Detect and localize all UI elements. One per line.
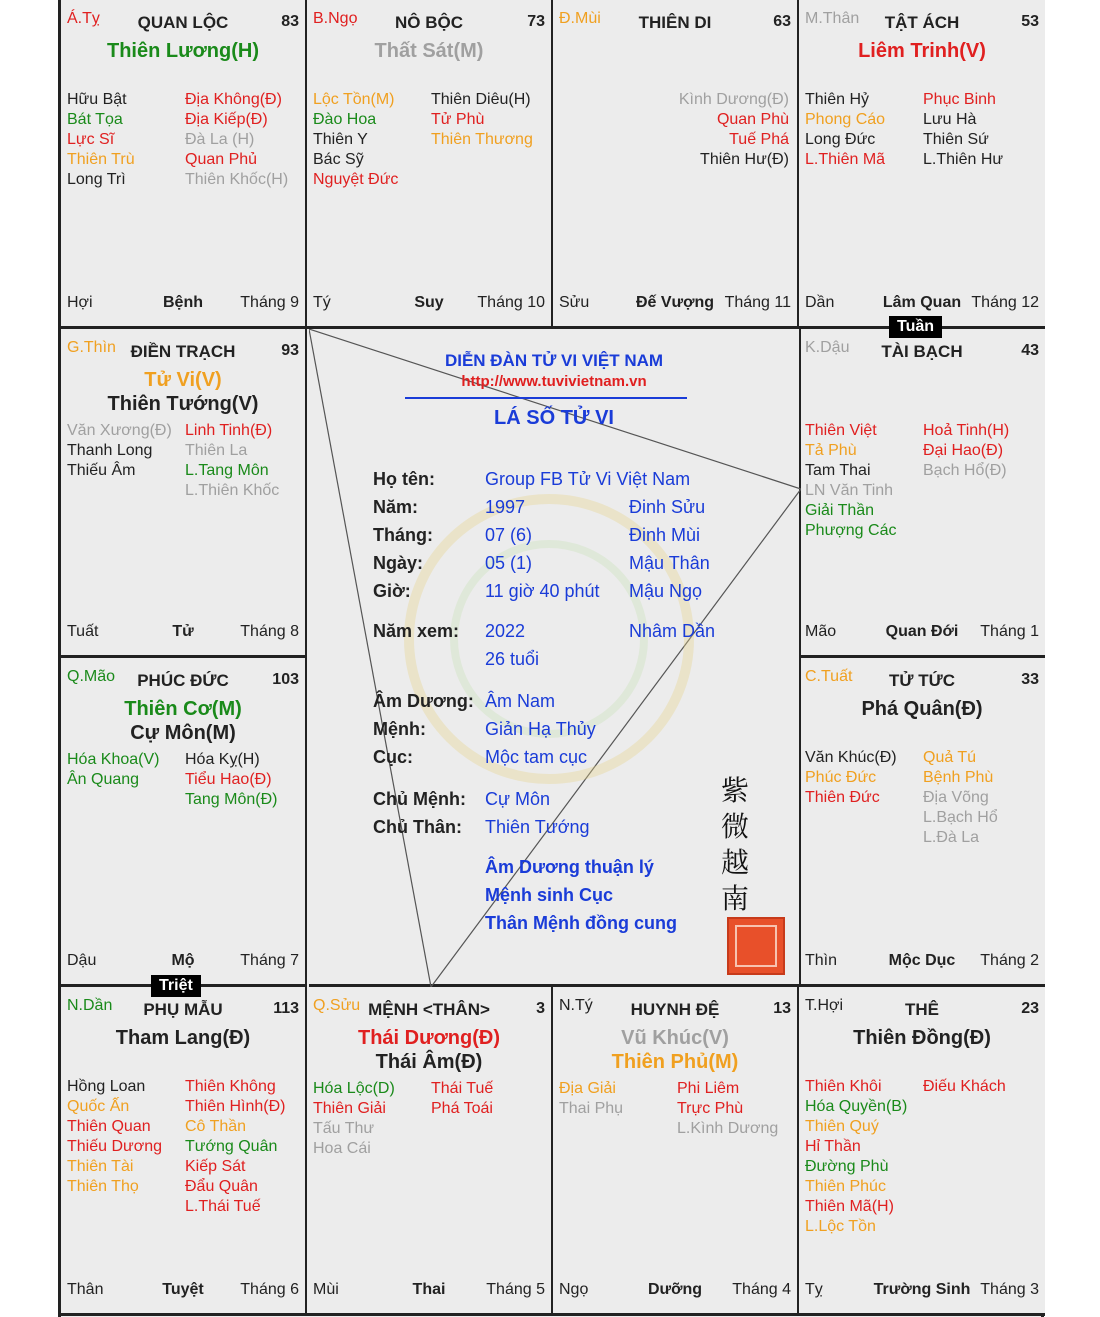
palace-footer <box>805 952 1039 972</box>
minor-star: Đại Hao(Đ) <box>923 442 1004 459</box>
view-year-value: 2022 <box>485 621 526 641</box>
palace-month: Tháng 4 <box>732 1281 791 1298</box>
palace-tuat <box>799 658 1045 987</box>
tuan-tag: Tuần <box>889 316 942 338</box>
minor-star: L.Lộc Tồn <box>805 1218 876 1235</box>
minor-star: Thiên Hỷ <box>805 91 870 108</box>
note-line: Mệnh sinh Cục <box>485 885 614 905</box>
minor-star: Trực Phù <box>677 1100 744 1117</box>
palace-header <box>67 339 299 363</box>
palace-stem: Q.Sửu <box>313 997 361 1014</box>
info-value: Giản Hạ Thủy <box>485 719 596 739</box>
info-canchi: Đinh Sửu <box>629 497 706 517</box>
palace-footer <box>805 623 1039 643</box>
info-canchi: Mậu Ngọ <box>629 581 703 601</box>
palace-stage: Trường Sinh <box>873 1281 971 1298</box>
minor-star: Tấu Thư <box>313 1120 375 1137</box>
palace-header <box>805 10 1039 34</box>
minor-star: Hữu Bật <box>67 91 127 108</box>
palace-stage: Tuyệt <box>162 1281 204 1298</box>
palace-name: PHÚC ĐỨC <box>137 671 229 690</box>
minor-star: Địa Võng <box>923 789 989 806</box>
palace-age: 43 <box>1021 342 1039 359</box>
palace-footer <box>67 294 299 314</box>
minor-stars-right <box>679 90 789 170</box>
palace-ngo <box>307 0 553 329</box>
age-value: 26 tuổi <box>485 649 540 669</box>
palace-dau <box>799 329 1045 658</box>
minor-star: Quả Tú <box>923 749 977 766</box>
major-star: Thiên Phủ(M) <box>611 1051 739 1073</box>
minor-star: Thiên Việt <box>805 422 877 439</box>
minor-stars-right <box>185 90 288 190</box>
palace-branch: Tỵ <box>805 1281 823 1298</box>
forum-url[interactable]: http://www.tuvivietnam.vn <box>461 373 647 390</box>
palace-footer <box>559 294 791 314</box>
minor-stars-left <box>67 421 172 481</box>
minor-star: Thiên Khốc(H) <box>185 171 289 188</box>
minor-star: Đường Phù <box>805 1158 889 1175</box>
palace-mui <box>553 0 799 329</box>
major-star: Thiên Cơ(M) <box>124 698 242 720</box>
palace-stem: T.Hợi <box>805 997 844 1014</box>
minor-stars-right <box>923 1077 1006 1097</box>
minor-stars-left <box>313 1079 395 1159</box>
minor-star: Thiên Tài <box>67 1158 134 1175</box>
palace-name: QUAN LỘC <box>137 13 229 32</box>
minor-star: Thai Phụ <box>559 1100 624 1117</box>
minor-star: Đẩu Quân <box>185 1178 258 1195</box>
palace-month: Tháng 7 <box>240 952 299 969</box>
minor-star: Lưu Hà <box>923 111 977 128</box>
palace-footer <box>67 623 299 643</box>
minor-star: L.Bạch Hổ <box>923 809 998 826</box>
minor-stars-right <box>923 421 1009 481</box>
minor-star: Long Đức <box>805 131 876 148</box>
minor-star: L.Thiên Hư <box>923 151 1004 168</box>
minor-star: Long Trì <box>67 171 126 188</box>
minor-star: Thiên Trù <box>67 151 135 168</box>
palace-age: 63 <box>773 13 791 30</box>
palace-month: Tháng 1 <box>980 623 1039 640</box>
palace-stem: G.Thìn <box>67 339 116 356</box>
minor-stars-right <box>923 90 1003 170</box>
palace-header <box>67 668 299 692</box>
info-label: Ngày: <box>373 553 424 573</box>
minor-star: Hóa Khoa(V) <box>67 751 160 768</box>
palace-stage: Dưỡng <box>647 1281 703 1298</box>
palace-name: TẬT ÁCH <box>884 13 960 32</box>
minor-star: Điếu Khách <box>923 1078 1006 1095</box>
palace-header <box>67 10 299 34</box>
palace-ty <box>61 0 307 329</box>
minor-star: Thiên Mã(H) <box>805 1198 894 1215</box>
chart-title: LÁ SỐ TỬ VI <box>494 407 614 429</box>
minor-star: Địa Giải <box>559 1080 616 1097</box>
palace-name: ĐIỀN TRẠCH <box>130 342 236 361</box>
minor-star: Phá Toái <box>431 1100 493 1117</box>
center-panel <box>309 329 801 987</box>
minor-stars-right <box>431 1079 493 1119</box>
palace-name: THIÊN DI <box>638 13 712 32</box>
palace-stage: Mộc Dục <box>888 952 956 969</box>
minor-star: Hóa Quyền(B) <box>805 1098 908 1115</box>
minor-stars-right <box>923 748 998 848</box>
major-star: Thái Dương(Đ) <box>357 1027 500 1049</box>
minor-star: Hồng Loan <box>67 1078 146 1095</box>
minor-star: Thiếu Âm <box>67 462 136 479</box>
palace-age: 103 <box>272 671 299 688</box>
palace-header <box>313 997 545 1021</box>
minor-star: Hoa Cái <box>313 1140 371 1157</box>
palace-month: Tháng 11 <box>724 294 791 311</box>
horoscope-board <box>58 0 1044 1317</box>
minor-star: Thiếu Dương <box>67 1138 163 1155</box>
minor-stars-left <box>805 1077 907 1237</box>
palace-header <box>67 997 299 1021</box>
palace-branch: Sửu <box>559 294 590 311</box>
minor-star: Thiên Giải <box>313 1100 386 1117</box>
minor-star: Tuế Phá <box>729 131 789 148</box>
palace-age: 53 <box>1021 13 1039 30</box>
note-line: Âm Dương thuận lý <box>485 857 654 877</box>
minor-star: Phượng Các <box>805 522 897 539</box>
minor-star: L.Tang Môn <box>185 462 269 479</box>
major-star: Thất Sát(M) <box>374 40 484 62</box>
minor-star: Phi Liêm <box>677 1080 740 1097</box>
palace-name: TỬ TỨC <box>889 671 955 690</box>
palace-month: Tháng 12 <box>971 294 1039 311</box>
palace-than <box>799 0 1045 329</box>
minor-stars-left <box>67 750 160 790</box>
major-star: Thiên Đồng(Đ) <box>853 1027 991 1049</box>
minor-stars-left <box>313 90 398 190</box>
minor-star: Lộc Tồn(M) <box>313 91 395 108</box>
palace-age: 93 <box>281 342 299 359</box>
minor-star: Phong Cáo <box>805 111 886 128</box>
palace-footer <box>313 294 545 314</box>
palace-header <box>805 339 1039 363</box>
minor-star: Thiên Không <box>185 1078 276 1095</box>
palace-header <box>805 668 1039 692</box>
major-star: Cự Môn(M) <box>130 722 236 744</box>
minor-star: Đà La (H) <box>185 131 255 148</box>
calligraphy-char: 南 <box>721 882 750 915</box>
palace-branch: Tuất <box>67 623 99 640</box>
palace-hoi <box>799 987 1045 1316</box>
minor-star: Đào Hoa <box>313 111 377 128</box>
info-value: 05 (1) <box>485 553 533 573</box>
minor-star: Bác Sỹ <box>313 151 364 168</box>
title-divider <box>405 397 687 399</box>
minor-star: Ân Quang <box>67 771 140 788</box>
palace-age: 73 <box>527 13 545 30</box>
minor-stars-right <box>185 750 277 810</box>
palace-header <box>805 997 1039 1021</box>
palace-branch: Tý <box>313 294 331 311</box>
palace-header <box>559 997 791 1021</box>
red-seal-icon <box>727 917 785 975</box>
palace-age: 33 <box>1021 671 1039 688</box>
palace-age: 23 <box>1021 1000 1039 1017</box>
palace-month: Tháng 6 <box>240 1281 299 1298</box>
view-year-canchi: Nhâm Dần <box>629 621 716 641</box>
minor-star: L.Đà La <box>923 829 980 846</box>
palace-age: 83 <box>281 13 299 30</box>
palace-name: TÀI BẠCH <box>881 342 963 361</box>
info-label: Năm: <box>373 497 419 517</box>
palace-name: MỆNH <THÂN> <box>368 1000 490 1019</box>
minor-star: Bạch Hổ(Đ) <box>923 462 1007 479</box>
info-value: Mộc tam cục <box>485 747 588 767</box>
major-star: Thiên Tướng(V) <box>107 393 259 415</box>
palace-month: Tháng 2 <box>980 952 1039 969</box>
palace-branch: Dần <box>805 294 835 311</box>
info-value: 11 giờ 40 phút <box>485 581 600 601</box>
palace-month: Tháng 3 <box>980 1281 1039 1298</box>
minor-star: Thiên Y <box>313 131 368 148</box>
minor-star: Hóa Kỵ(H) <box>185 751 260 768</box>
minor-star: Kiếp Sát <box>185 1158 246 1175</box>
minor-star: Tam Thai <box>805 462 871 479</box>
minor-star: L.Thái Tuế <box>185 1198 261 1215</box>
minor-star: Thiên Khôi <box>805 1078 882 1095</box>
info-value: 1997 <box>485 497 526 517</box>
minor-star: Tử Phù <box>431 111 485 128</box>
palace-header <box>313 10 545 34</box>
major-star: Thiên Lương(H) <box>106 40 259 62</box>
palace-dan <box>61 987 307 1316</box>
palace-stem: N.Tý <box>559 997 593 1014</box>
palace-name: HUYNH ĐỆ <box>630 1000 720 1019</box>
palace-stem: Q.Mão <box>67 668 116 685</box>
info-value: Âm Nam <box>485 691 556 711</box>
minor-star: Tả Phù <box>805 442 857 459</box>
palace-stem: K.Dậu <box>805 339 850 356</box>
info-label: Chủ Thân: <box>373 817 462 837</box>
minor-stars-left <box>805 421 896 541</box>
major-star: Liêm Trinh(V) <box>858 40 986 62</box>
info-label: Họ tên: <box>373 469 435 489</box>
palace-age: 3 <box>536 1000 545 1017</box>
minor-stars-left <box>67 90 135 190</box>
palace-footer <box>67 952 299 972</box>
minor-star: Tiểu Hao(Đ) <box>185 771 272 788</box>
minor-star: Bát Tọa <box>67 111 123 128</box>
minor-star: Thiên Quan <box>67 1118 151 1135</box>
triet-tag: Triệt <box>151 975 201 997</box>
major-star: Tử Vi(V) <box>144 369 222 391</box>
view-year-label: Năm xem: <box>373 621 460 641</box>
palace-thin <box>61 329 307 658</box>
minor-star: Giải Thần <box>805 502 875 519</box>
minor-star: Thiên Thọ <box>67 1178 139 1195</box>
major-star: Thái Âm(Đ) <box>375 1051 483 1073</box>
calligraphy <box>721 773 749 917</box>
minor-star: Hóa Lộc(D) <box>313 1080 395 1097</box>
palace-branch: Hợi <box>67 294 93 311</box>
minor-star: Cô Thần <box>185 1118 247 1135</box>
minor-stars-right <box>185 421 279 501</box>
minor-star: Hoả Tinh(H) <box>923 422 1010 439</box>
minor-star: Phúc Đức <box>805 769 877 786</box>
calligraphy-char: 微 <box>721 810 750 843</box>
minor-star: Bệnh Phù <box>923 769 994 786</box>
minor-star: Thiên Hình(Đ) <box>185 1098 286 1115</box>
palace-branch: Thân <box>67 1281 104 1298</box>
major-star: Vũ Khúc(V) <box>621 1027 729 1049</box>
minor-stars-right <box>185 1077 285 1217</box>
palace-footer <box>67 1281 299 1301</box>
palace-stem: M.Thân <box>805 10 860 27</box>
minor-star: Hỉ Thần <box>805 1138 861 1155</box>
info-label: Mệnh: <box>373 719 426 739</box>
minor-star: Quan Phủ <box>185 151 258 168</box>
major-star: Tham Lang(Đ) <box>115 1027 251 1049</box>
palace-stage: Đế Vượng <box>635 294 715 311</box>
palace-stem: Á.Tỵ <box>67 10 100 27</box>
palace-footer <box>805 294 1039 314</box>
minor-star: L.Thiên Mã <box>805 151 886 168</box>
palace-stage: Bệnh <box>163 294 203 311</box>
palace-header <box>559 10 791 34</box>
palace-age: 13 <box>773 1000 791 1017</box>
palace-branch: Ngọ <box>559 1281 589 1298</box>
palace-stem: N.Dần <box>67 997 113 1014</box>
minor-star: Thiên Quý <box>805 1118 879 1135</box>
palace-stage: Mộ <box>171 952 195 969</box>
palace-stage: Lâm Quan <box>882 294 962 311</box>
info-label: Tháng: <box>373 525 433 545</box>
palace-name: PHỤ MẪU <box>143 1000 223 1019</box>
info-label: Âm Dương: <box>373 691 474 711</box>
palace-age: 113 <box>273 1000 299 1017</box>
palace-ty2 <box>553 987 799 1316</box>
minor-stars-right <box>431 90 533 150</box>
info-label: Chủ Mệnh: <box>373 789 466 809</box>
palace-month: Tháng 5 <box>486 1281 545 1298</box>
palace-branch: Thìn <box>805 952 838 969</box>
minor-star: Quan Phù <box>716 111 789 128</box>
info-label: Giờ: <box>373 581 411 601</box>
minor-star: Tang Môn(Đ) <box>185 791 278 808</box>
palace-stage: Tử <box>172 623 194 640</box>
palace-stem: C.Tuất <box>805 668 853 685</box>
minor-stars-left <box>805 748 897 808</box>
minor-star: Kình Dương(Đ) <box>678 91 789 108</box>
minor-star: LN Văn Tinh <box>805 482 894 499</box>
palace-stage: Suy <box>414 294 444 311</box>
palace-stage: Thai <box>412 1281 446 1298</box>
palace-stem: Đ.Mùi <box>559 10 601 27</box>
info-value: 07 (6) <box>485 525 533 545</box>
minor-star: Phục Binh <box>923 91 996 108</box>
palace-month: Tháng 10 <box>477 294 545 311</box>
info-label: Cục: <box>373 747 413 767</box>
minor-star: Linh Tinh(Đ) <box>185 422 273 439</box>
minor-star: Văn Xương(Đ) <box>67 422 172 439</box>
note-line: Thân Mệnh đồng cung <box>485 913 677 933</box>
palace-name: NÔ BỘC <box>395 13 463 32</box>
minor-star: Thanh Long <box>67 442 153 459</box>
minor-star: Thái Tuế <box>431 1080 494 1097</box>
minor-star: Thiên La <box>185 442 248 459</box>
palace-name: THÊ <box>905 1000 939 1019</box>
minor-star: Lực Sĩ <box>67 131 115 148</box>
minor-star: Nguyệt Đức <box>313 171 399 188</box>
calligraphy-char: 越 <box>721 846 750 879</box>
palace-mao <box>61 658 307 987</box>
minor-star: Thiên Phúc <box>805 1178 886 1195</box>
palace-branch: Mão <box>805 623 837 640</box>
info-canchi: Mậu Thân <box>629 553 710 573</box>
palace-branch: Dậu <box>67 952 97 969</box>
minor-stars-left <box>67 1077 162 1197</box>
palace-month: Tháng 9 <box>240 294 299 311</box>
minor-star: Địa Kiếp(Đ) <box>185 111 268 128</box>
calligraphy-char: 紫 <box>721 774 750 807</box>
palace-footer <box>559 1281 791 1301</box>
palace-footer <box>805 1281 1039 1301</box>
palace-stem: B.Ngọ <box>313 10 358 27</box>
info-value: Cự Môn <box>485 789 551 809</box>
minor-star: Thiên Đức <box>805 789 880 806</box>
minor-star: Quốc Ấn <box>67 1098 130 1115</box>
forum-name: DIỄN ĐÀN TỬ VI VIỆT NAM <box>444 351 664 370</box>
minor-star: L.Thiên Khốc <box>185 482 280 499</box>
minor-star: Thiên Thương <box>431 131 533 148</box>
minor-star: Thiên Sứ <box>923 131 989 148</box>
major-star: Phá Quân(Đ) <box>861 698 983 720</box>
minor-stars-right <box>677 1079 778 1139</box>
palace-suu <box>307 987 553 1316</box>
minor-star: Văn Khúc(Đ) <box>805 749 897 766</box>
minor-star: Thiên Diêu(H) <box>431 91 531 108</box>
palace-branch: Mùi <box>313 1281 339 1298</box>
info-canchi: Đinh Mùi <box>629 525 701 545</box>
info-value: Group FB Tử Vi Việt Nam <box>485 469 691 489</box>
palace-footer <box>313 1281 545 1301</box>
minor-star: Địa Không(Đ) <box>185 91 282 108</box>
minor-stars-left <box>805 90 885 170</box>
palace-month: Tháng 8 <box>240 623 299 640</box>
info-value: Thiên Tướng <box>485 817 590 837</box>
minor-stars-left <box>559 1079 623 1119</box>
minor-star: Tướng Quân <box>185 1138 278 1155</box>
minor-star: L.Kình Dương <box>677 1120 779 1137</box>
minor-star: Thiên Hư(Đ) <box>700 151 789 168</box>
palace-stage: Quan Đới <box>885 623 959 640</box>
